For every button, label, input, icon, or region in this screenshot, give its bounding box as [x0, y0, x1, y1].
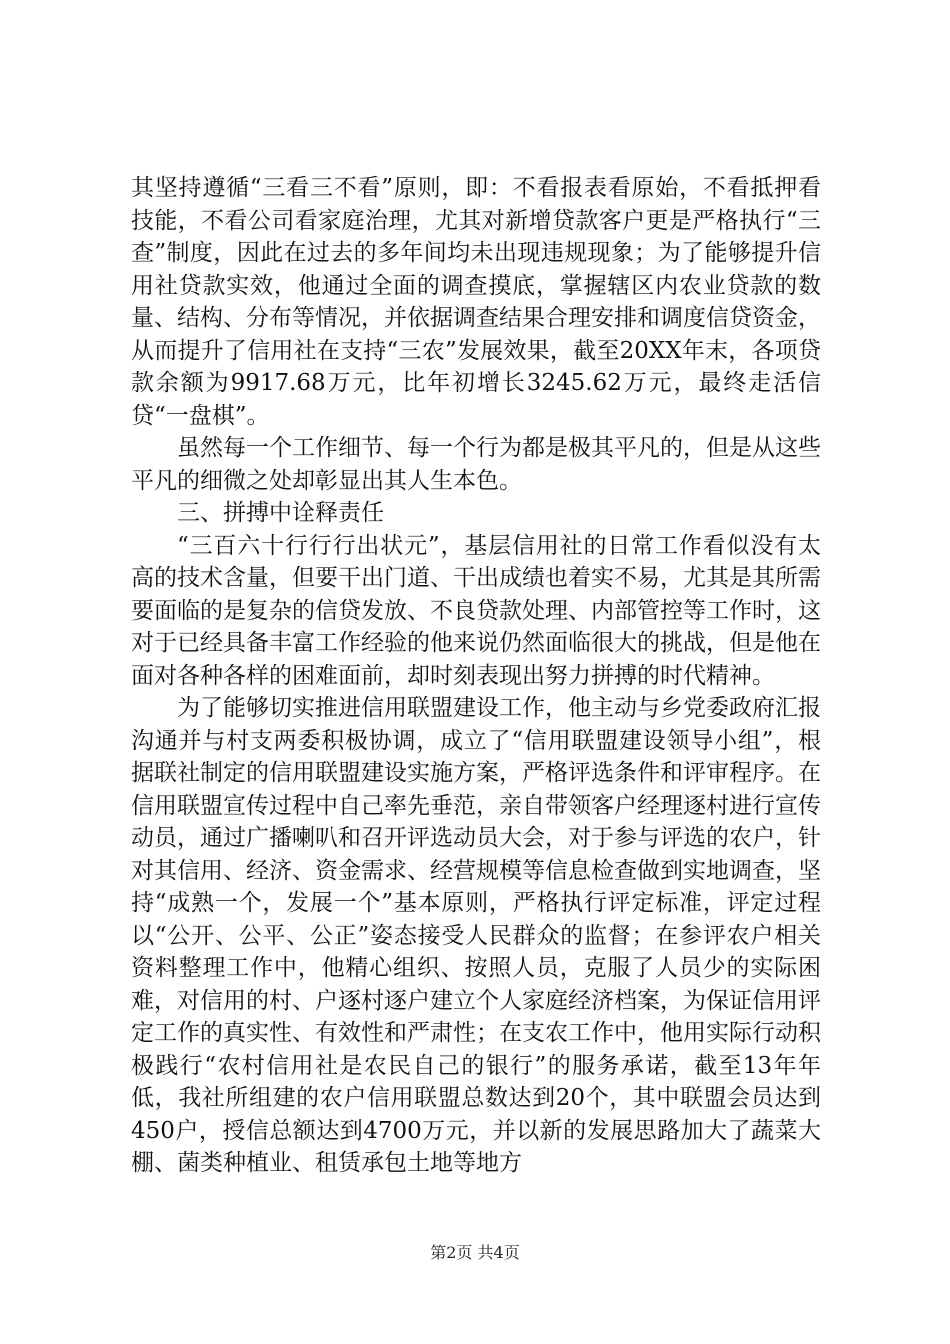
paragraph-1: 其坚持遵循“三看三不看”原则，即：不看报表看原始，不看抵押看技能，不看公司看家庭治理，尤其对新增贷款客户更是严格执行“三查”制度，因此在过去的多年间均未出现违规现象；为了能够提升信用社贷款实效，他通过全面的调查摸底，掌握辖区内农业贷款的数量、结构、分布等情况，并依据调查结果合理安排和调度信贷资金，从而提升了信用社在支持“三农”发展效果，截至20XX年末，各项贷款余额为9917.68万元，比年初增长3245.62万元，最终走活信贷“一盘棋”。 [131, 175, 821, 429]
paragraph-3: “三百六十行行行出状元”，基层信用社的日常工作看似没有太高的技术含量，但要干出门道、干出成绩也着实不易，尤其是其所需要面临的是复杂的信贷发放、不良贷款处理、内部管控等工作时，这对于已经具备丰富工作经验的他来说仍然面临很大的挑战，但是他在面对各种各样的困难面前，却时刻表现出努力拼搏的时代精神。 [131, 532, 821, 689]
section-heading: 三、拼搏中诠释责任 [177, 500, 384, 526]
paragraph-2: 虽然每一个工作细节、每一个行为都是极其平凡的，但是从这些平凡的细微之处却彰显出其人生本色。 [131, 435, 821, 494]
page-footer: 第2页 共4页 [430, 1243, 520, 1262]
paragraph-4: 为了能够切实推进信用联盟建设工作，他主动与乡党委政府汇报沟通并与村支两委积极协调，成立了“信用联盟建设领导小组”，根据联社制定的信用联盟建设实施方案，严格评选条件和评审程序。在信用联盟宣传过程中自己率先垂范，亲自带领客户经理逐村进行宣传动员，通过广播喇叭和召开评选动员大会，对于参与评选的农户，针对其信用、经济、资金需求、经营规模等信息检查做到实地调查，坚持“成熟一个，发展一个”基本原则，严格执行评定标准，评定过程以“公开、公平、公正”姿态接受人民群众的监督；在参评农户相关资料整理工作中，他精心组织、按照人员，克服了人员少的实际困难，对信用的村、户逐村逐户建立个人家庭经济档案，为保证信用评定工作的真实性、有效性和严肃性；在支农工作中，他用实际行动积极践行“农村信用社是农民自己的银行”的服务承诺，截至13年年低，我社所组建的农户信用联盟总数达到20个，其中联盟会员达到450户，授信总额达到4700万元，并以新的发展思路加大了蔬菜大棚、菌类种植业、租赁承包土地等地方 [131, 695, 821, 1176]
document-body [131, 172, 821, 1180]
